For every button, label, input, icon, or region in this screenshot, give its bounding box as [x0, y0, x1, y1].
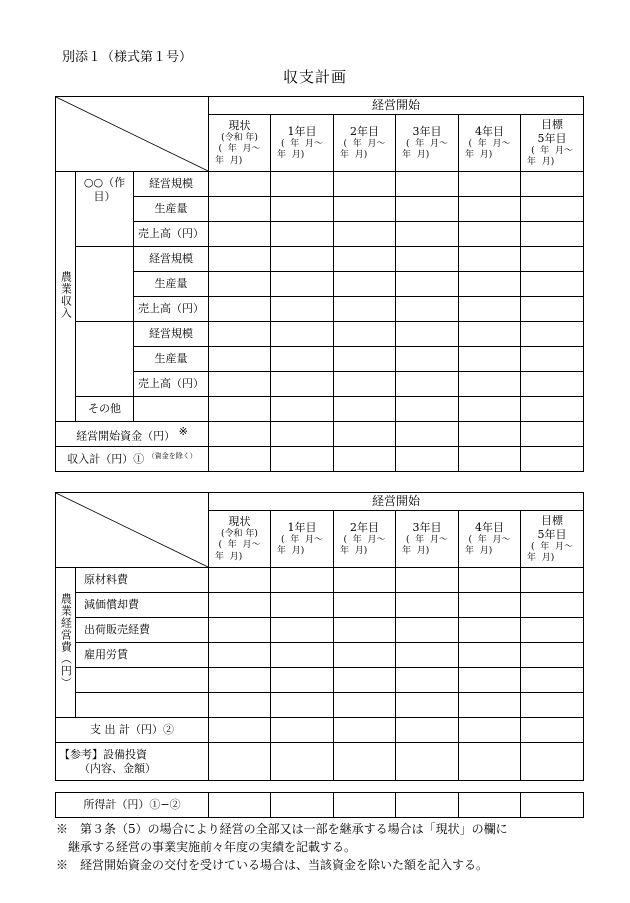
period-current: 現状 (令和 年) ( 年 月〜 年 月)	[209, 115, 271, 172]
input-cell[interactable]	[334, 172, 396, 197]
row-label-shipping-sales: 出荷販売経費	[76, 618, 209, 643]
input-cell[interactable]	[459, 347, 521, 372]
input-cell[interactable]	[271, 447, 334, 472]
row-label-start-fund: 経営開始資金（円） ※	[56, 422, 209, 447]
period-target-year-5: 目標 5年目 ( 年 月〜 年 月)	[521, 115, 584, 172]
input-cell[interactable]	[209, 372, 271, 397]
row-label-production: 生産量	[134, 272, 209, 297]
input-cell[interactable]	[396, 618, 459, 643]
input-cell[interactable]	[521, 693, 584, 718]
input-cell[interactable]	[521, 197, 584, 222]
input-cell[interactable]	[271, 568, 334, 593]
input-cell[interactable]	[334, 272, 396, 297]
input-cell[interactable]	[209, 693, 271, 718]
input-cell[interactable]	[396, 247, 459, 272]
row-label-labor: 雇用労賃	[76, 643, 209, 668]
input-cell[interactable]	[334, 222, 396, 247]
input-cell[interactable]	[459, 247, 521, 272]
input-cell[interactable]	[459, 593, 521, 618]
input-cell[interactable]	[521, 397, 584, 422]
input-cell[interactable]	[459, 668, 521, 693]
input-cell[interactable]	[209, 297, 271, 322]
input-cell[interactable]	[271, 272, 334, 297]
input-cell[interactable]	[334, 447, 396, 472]
input-cell[interactable]	[271, 322, 334, 347]
note-1-line-2: 継承する経営の事業実施前々年度の実績を記載する。	[56, 840, 357, 854]
input-cell[interactable]	[521, 618, 584, 643]
input-cell[interactable]	[459, 618, 521, 643]
input-cell[interactable]	[209, 197, 271, 222]
input-cell[interactable]	[334, 643, 396, 668]
input-cell[interactable]	[521, 568, 584, 593]
input-cell[interactable]	[209, 397, 271, 422]
period-year-4: 4年目 ( 年 月〜 年 月)	[459, 115, 521, 172]
input-cell[interactable]	[334, 322, 396, 347]
input-cell[interactable]	[209, 618, 271, 643]
note-1	[56, 820, 508, 856]
input-cell[interactable]	[459, 172, 521, 197]
input-cell[interactable]	[459, 297, 521, 322]
note-2: ※ 経営開始資金の交付を受けている場合は、当該資金を除いた額を記入する。	[56, 858, 489, 872]
input-cell[interactable]	[209, 172, 271, 197]
input-cell[interactable]	[209, 422, 271, 447]
row-label-profit-total: 所得計（円）①−②	[56, 793, 209, 818]
input-cell[interactable]	[271, 643, 334, 668]
diagonal-line	[56, 97, 208, 171]
header-diagonal-cell	[56, 493, 209, 568]
input-cell[interactable]	[271, 743, 334, 781]
input-cell[interactable]	[334, 197, 396, 222]
input-cell[interactable]	[521, 297, 584, 322]
input-cell[interactable]	[271, 297, 334, 322]
input-cell[interactable]	[334, 397, 396, 422]
row-label-production: 生産量	[134, 197, 209, 222]
input-cell[interactable]	[334, 743, 396, 781]
input-cell[interactable]	[521, 593, 584, 618]
management-start-header: 経営開始	[209, 493, 584, 511]
input-cell[interactable]	[334, 372, 396, 397]
input-cell[interactable]	[271, 618, 334, 643]
input-cell[interactable]	[396, 297, 459, 322]
period-target-year-5: 目標 5年目 ( 年 月〜 年 月)	[521, 511, 584, 568]
input-cell[interactable]	[396, 568, 459, 593]
input-cell[interactable]	[209, 743, 271, 781]
input-cell[interactable]	[271, 172, 334, 197]
input-cell[interactable]	[209, 222, 271, 247]
input-cell[interactable]	[459, 322, 521, 347]
input-cell[interactable]	[521, 347, 584, 372]
input-cell[interactable]	[396, 347, 459, 372]
row-label-sales: 売上高（円）	[134, 372, 209, 397]
crop-name-cell[interactable]	[76, 247, 134, 322]
input-cell[interactable]	[459, 447, 521, 472]
input-cell[interactable]	[209, 793, 271, 818]
input-cell[interactable]	[396, 372, 459, 397]
diagonal-line	[56, 493, 208, 567]
input-cell[interactable]	[459, 568, 521, 593]
input-cell[interactable]	[271, 222, 334, 247]
row-label-blank[interactable]	[76, 668, 209, 693]
input-cell[interactable]	[271, 693, 334, 718]
input-cell[interactable]	[396, 593, 459, 618]
input-cell[interactable]	[521, 793, 584, 818]
input-cell[interactable]	[271, 718, 334, 743]
input-cell[interactable]	[459, 743, 521, 781]
row-label-sales: 売上高（円）	[134, 297, 209, 322]
input-cell[interactable]	[271, 593, 334, 618]
input-cell[interactable]	[459, 793, 521, 818]
input-cell[interactable]	[271, 422, 334, 447]
input-cell[interactable]	[396, 397, 459, 422]
input-cell[interactable]	[459, 422, 521, 447]
input-cell[interactable]	[271, 197, 334, 222]
input-cell[interactable]	[396, 272, 459, 297]
expense-table	[55, 492, 584, 781]
period-year-1: 1年目 ( 年 月〜 年 月)	[271, 511, 334, 568]
input-cell[interactable]	[459, 693, 521, 718]
input-cell[interactable]	[396, 197, 459, 222]
management-start-header: 経営開始	[209, 97, 584, 115]
input-cell[interactable]	[521, 643, 584, 668]
input-cell[interactable]	[521, 272, 584, 297]
income-table	[55, 96, 584, 472]
input-cell[interactable]	[271, 347, 334, 372]
input-cell[interactable]	[459, 372, 521, 397]
input-cell[interactable]	[396, 322, 459, 347]
input-cell[interactable]	[134, 397, 209, 422]
row-label-scale: 経営規模	[134, 172, 209, 197]
input-cell[interactable]	[209, 593, 271, 618]
input-cell[interactable]	[396, 793, 459, 818]
income-total-note: （資金を除く）	[147, 451, 197, 460]
row-label-sales: 売上高（円）	[134, 222, 209, 247]
period-year-3: 3年目 ( 年 月〜 年 月)	[396, 115, 459, 172]
input-cell[interactable]	[521, 322, 584, 347]
page-title: 収支計画	[282, 68, 347, 86]
input-cell[interactable]	[521, 222, 584, 247]
input-cell[interactable]	[396, 447, 459, 472]
input-cell[interactable]	[271, 372, 334, 397]
input-cell[interactable]	[334, 347, 396, 372]
input-cell[interactable]	[209, 347, 271, 372]
row-label-depreciation: 減価償却費	[76, 593, 209, 618]
profit-table	[55, 792, 584, 818]
header-diagonal-cell	[56, 97, 209, 172]
input-cell[interactable]	[334, 618, 396, 643]
note-1-line-1: ※ 第３条（5）の場合により経営の全部又は一部を継承する場合は「現状」の欄に	[56, 822, 508, 836]
asterisk-mark: ※	[178, 424, 188, 438]
crop-label: ○○（作目）	[76, 172, 134, 247]
input-cell[interactable]	[271, 668, 334, 693]
period-year-2: 2年目 ( 年 月〜 年 月)	[334, 511, 396, 568]
input-cell[interactable]	[396, 172, 459, 197]
income-section-label: 農業収入	[56, 172, 76, 422]
row-label-scale: 経営規模	[134, 322, 209, 347]
input-cell[interactable]	[396, 422, 459, 447]
period-year-3: 3年目 ( 年 月〜 年 月)	[396, 511, 459, 568]
input-cell[interactable]	[521, 668, 584, 693]
input-cell[interactable]	[334, 422, 396, 447]
input-cell[interactable]	[209, 447, 271, 472]
period-year-1: 1年目 ( 年 月〜 年 月)	[271, 115, 334, 172]
input-cell[interactable]	[459, 222, 521, 247]
input-cell[interactable]	[334, 793, 396, 818]
input-cell[interactable]	[521, 718, 584, 743]
input-cell[interactable]	[521, 743, 584, 781]
input-cell[interactable]	[459, 718, 521, 743]
input-cell[interactable]	[334, 247, 396, 272]
input-cell[interactable]	[334, 693, 396, 718]
row-label-reference-investment: 【参考】設備投資 （内容、金額）	[56, 743, 209, 781]
input-cell[interactable]	[271, 247, 334, 272]
attachment-label: 別添１（様式第１号）	[62, 50, 193, 65]
input-cell[interactable]	[271, 793, 334, 818]
row-label-blank[interactable]	[76, 693, 209, 718]
input-cell[interactable]	[521, 172, 584, 197]
row-label-materials: 原材料費	[76, 568, 209, 593]
input-cell[interactable]	[334, 297, 396, 322]
input-cell[interactable]	[334, 568, 396, 593]
input-cell[interactable]	[209, 568, 271, 593]
input-cell[interactable]	[209, 322, 271, 347]
crop-name-cell[interactable]	[76, 322, 134, 397]
input-cell[interactable]	[521, 372, 584, 397]
input-cell[interactable]	[209, 247, 271, 272]
input-cell[interactable]	[334, 718, 396, 743]
input-cell[interactable]	[334, 593, 396, 618]
input-cell[interactable]	[396, 222, 459, 247]
input-cell[interactable]	[209, 272, 271, 297]
input-cell[interactable]	[396, 643, 459, 668]
input-cell[interactable]	[459, 272, 521, 297]
input-cell[interactable]	[209, 643, 271, 668]
input-cell[interactable]	[209, 668, 271, 693]
input-cell[interactable]	[459, 197, 521, 222]
period-year-4: 4年目 ( 年 月〜 年 月)	[459, 511, 521, 568]
input-cell[interactable]	[334, 668, 396, 693]
input-cell[interactable]	[521, 447, 584, 472]
period-year-2: 2年目 ( 年 月〜 年 月)	[334, 115, 396, 172]
input-cell[interactable]	[396, 718, 459, 743]
row-label-scale: 経営規模	[134, 247, 209, 272]
row-label-expense-total: 支 出 計（円）②	[56, 718, 209, 743]
input-cell[interactable]	[396, 743, 459, 781]
input-cell[interactable]	[521, 247, 584, 272]
input-cell[interactable]	[459, 643, 521, 668]
input-cell[interactable]	[396, 693, 459, 718]
row-label-production: 生産量	[134, 347, 209, 372]
period-current: 現状 (令和 年) ( 年 月〜 年 月)	[209, 511, 271, 568]
row-label-income-total: 収入計（円）① $^{(資金を除く)}$	[56, 447, 209, 472]
expense-section-label: 農業経営費（円）	[56, 568, 76, 718]
row-label-other: その他	[76, 397, 134, 422]
input-cell[interactable]	[271, 397, 334, 422]
input-cell[interactable]	[521, 422, 584, 447]
input-cell[interactable]	[459, 397, 521, 422]
input-cell[interactable]	[396, 668, 459, 693]
input-cell[interactable]	[209, 718, 271, 743]
